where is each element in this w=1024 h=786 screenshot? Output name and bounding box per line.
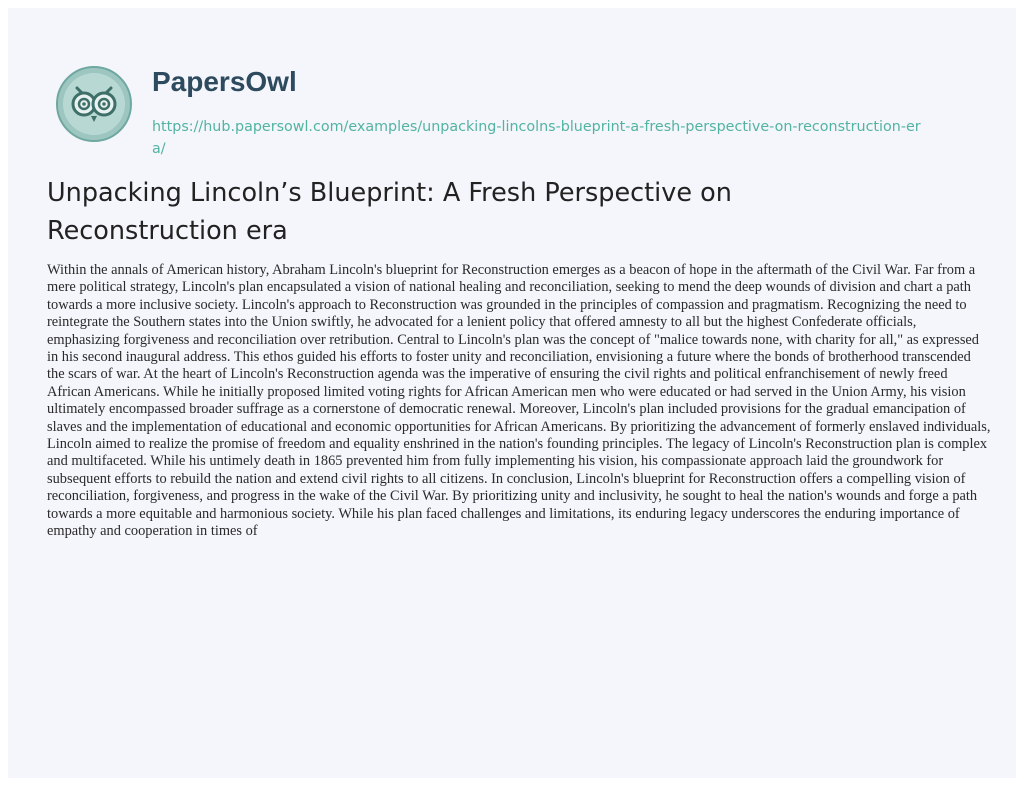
source-url-link[interactable]: https://hub.papersowl.com/examples/unpacking-lincolns-blueprint-a-fresh-perspective-on-reconstruction-era/ — [152, 119, 921, 157]
article-title: Unpacking Lincoln’s Blueprint: A Fresh Perspective on Reconstruction era — [47, 178, 732, 246]
page-header — [48, 38, 988, 168]
owl-logo-icon — [54, 64, 134, 144]
article-body: Within the annals of American history, Abraham Lincoln's blueprint for Reconstruction emerges as a beacon of hope in the aftermath of the Civil War. Far from a mere political strategy, Lincoln's plan encapsulated a vision of national healing and reconciliation, seeking to mend the deep wounds of division and chart a path towards a more inclusive society. Lincoln's approach to Reconstruction was grounded in the principles of compassion and pragmatism. Recognizing the need to reintegrate the Southern states into the Union swiftly, he advocated for a lenient policy that offered amnesty to all but the highest Confederate officials, emphasizing forgiveness and reconciliation over retribution. Central to Lincoln's plan was the concept of "malice towards none, with charity for all," as expressed in his second inaugural address. This ethos guided his efforts to foster unity and reconciliation, envisioning a future where the bonds of brotherhood transcended the scars of war. At the heart of Lincoln's Reconstruction agenda was the imperative of ensuring the civil rights and political enfranchisement of newly freed African Americans. While he initially proposed limited voting rights for African American men who were educated or had served in the Union Army, his vision ultimately encompassed broader suffrage as a cornerstone of democratic renewal. Moreover, Lincoln's plan included provisions for the gradual emancipation of slaves and the implementation of educational and economic opportunities for African Americans. By prioritizing the advancement of formerly enslaved individuals, Lincoln aimed to realize the promise of freedom and equality enshrined in the nation's founding principles. The legacy of Lincoln's Reconstruction plan is complex and multifaceted. While his untimely death in 1865 prevented him from fully implementing his vision, his compassionate approach laid the groundwork for subsequent efforts to rebuild the nation and extend civil rights to all citizens. In conclusion, Lincoln's blueprint for Reconstruction offers a compelling vision of reconciliation, forgiveness, and progress in the wake of the Civil War. By prioritizing unity and inclusivity, he sought to heal the nation's wounds and forge a path towards a more equitable and harmonious society. While his plan faced challenges and limitations, its enduring legacy underscores the enduring importance of empathy and cooperation in times of — [47, 262, 991, 540]
essay-page — [8, 8, 1016, 778]
brand-name: PapersOwl — [152, 66, 297, 97]
